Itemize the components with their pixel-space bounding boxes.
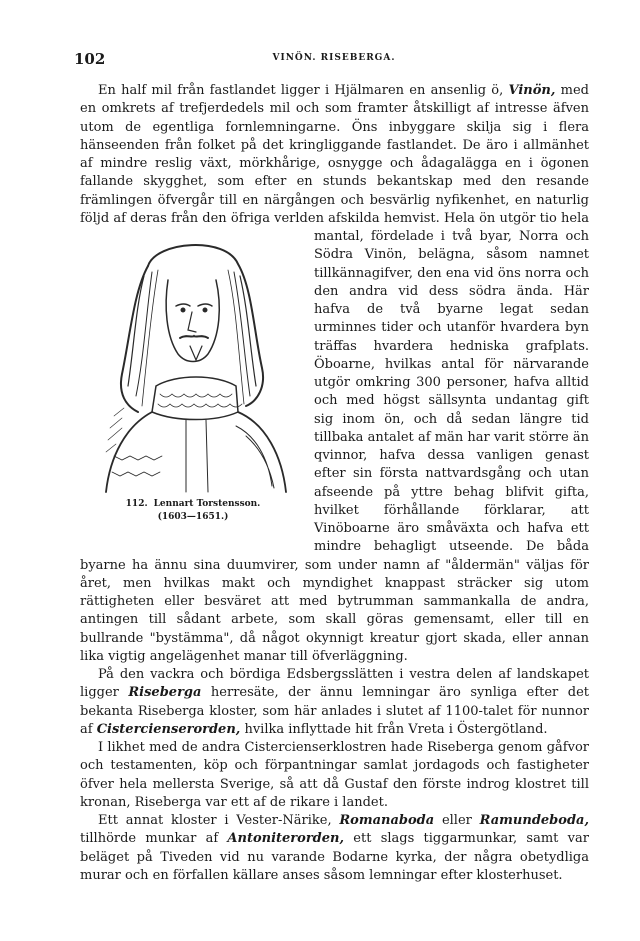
running-head: VINÖN. RISEBERGA. xyxy=(272,53,396,63)
figure-caption xyxy=(80,498,306,524)
portrait-figure xyxy=(80,228,306,554)
paragraph: På den vackra och bördiga Edsbergsslätten i vestra delen af landskapet ligger Riseberga herresäte, der ännu lemningar äro synliga efter det bekanta Riseberga kloster, som här anlades i slutet af 1100-talet för nunnor af Cistercienserorden, hvilka inflyttade hit från Vreta i Östergötland. xyxy=(80,667,589,737)
italic-term: Romanaboda xyxy=(339,813,435,828)
portrait-engraving-icon xyxy=(86,236,296,494)
italic-term: Riseberga xyxy=(128,685,202,701)
figure-name: Lennart Torstensson. xyxy=(153,499,261,509)
paragraph: En half mil från fastlandet ligger i Hjälmaren en ansenlig ö, Vinön, med en omkrets af trefjerdedels mil och som framter åtskilligt af intresse äfven utom de egentliga fornlemningarne. Öns inbyggare skilja sig i flera hänseenden från folket på det kringliggande fastlandet. De äro i allmänhet af mindre reslig växt, mörkhårige, osnygge och ådagalägga en i ögonen fallande skygghet, som efter en stunds bekantskap med den resande främlingen öfvergår till en närgången och besvärlig nyfikenhet, en naturlig följd af deras från den öfriga verlden afskilda hemvist. Hela ön utgör tio hela mantal, fördelade i två byar, Norra och Södra Vinön, belägna, såsom namnet tillkännagifver, den ena vid öns norra och den andra vid dess södra ända. Här hafva de två byarne legat sedan urminnes tider och utanför hvardera byn träffas hvardera hedniska grafplats. Öboarne, hvilkas antal för närvarande utgör omkring 300 personer, hafva alltid och med högst sällsynta undantag gift sig inom ön, och då sedan längre tid tillbaka antalet af män har varit större än qvinnor, hafva dessa vanligen genast efter sin första nattvardsgång och utan afseende på yttre behag blifvit gifta, hvilket förhållande förklarar, att Vinöboarne äro småväxta och hafva ett mindre behagligt utseende. De båda byarne ha ännu sina duumvirer, som under namn af "åldermän" väljas för året, men hvilkas makt och myndighet knappast sträcker sig utom rättigheten eller besväret att med bytrumman sammankalla de andra, antingen till sådant arbete, som skall göras gemensamt, eller till en bullrande "bystämma", då något okynnigt kreatur gjort skada, eller annan lika vigtig angelägenhet manar till öfverläggning. xyxy=(80,83,589,664)
italic-term: Ramundeboda, xyxy=(479,813,589,828)
figure-number: 112. xyxy=(125,499,148,509)
figure-years: (1603—1651.) xyxy=(157,512,229,522)
italic-term: Antoniterorden, xyxy=(227,831,345,847)
page-number: 102 xyxy=(74,50,106,68)
italic-term: Cistercienserorden, xyxy=(96,721,241,737)
page-header xyxy=(74,50,594,72)
body-text xyxy=(80,82,589,885)
paragraph: I likhet med de andra Cistercienserklostren hade Riseberga genom gåfvor och testamenten, köp och förpantningar samlat jordagods och fastigheter öfver hela mellersta Sverige, så att då Gustaf den förste indrog klostret till kronan, Riseberga var ett af de rikare i landet. xyxy=(80,740,589,810)
italic-term: Vinön, xyxy=(508,83,556,98)
paragraph: Ett annat kloster i Vester-Närike, Romanaboda eller Ramundeboda, tillhörde munkar af Antoniterorden, ett slags tiggarmunkar, samt var beläget på Tiveden vid nu varande Bodarne kyrka, der några obetydliga murar och en förfallen källare anses såsom lemningar efter klosterhuset. xyxy=(80,813,589,883)
